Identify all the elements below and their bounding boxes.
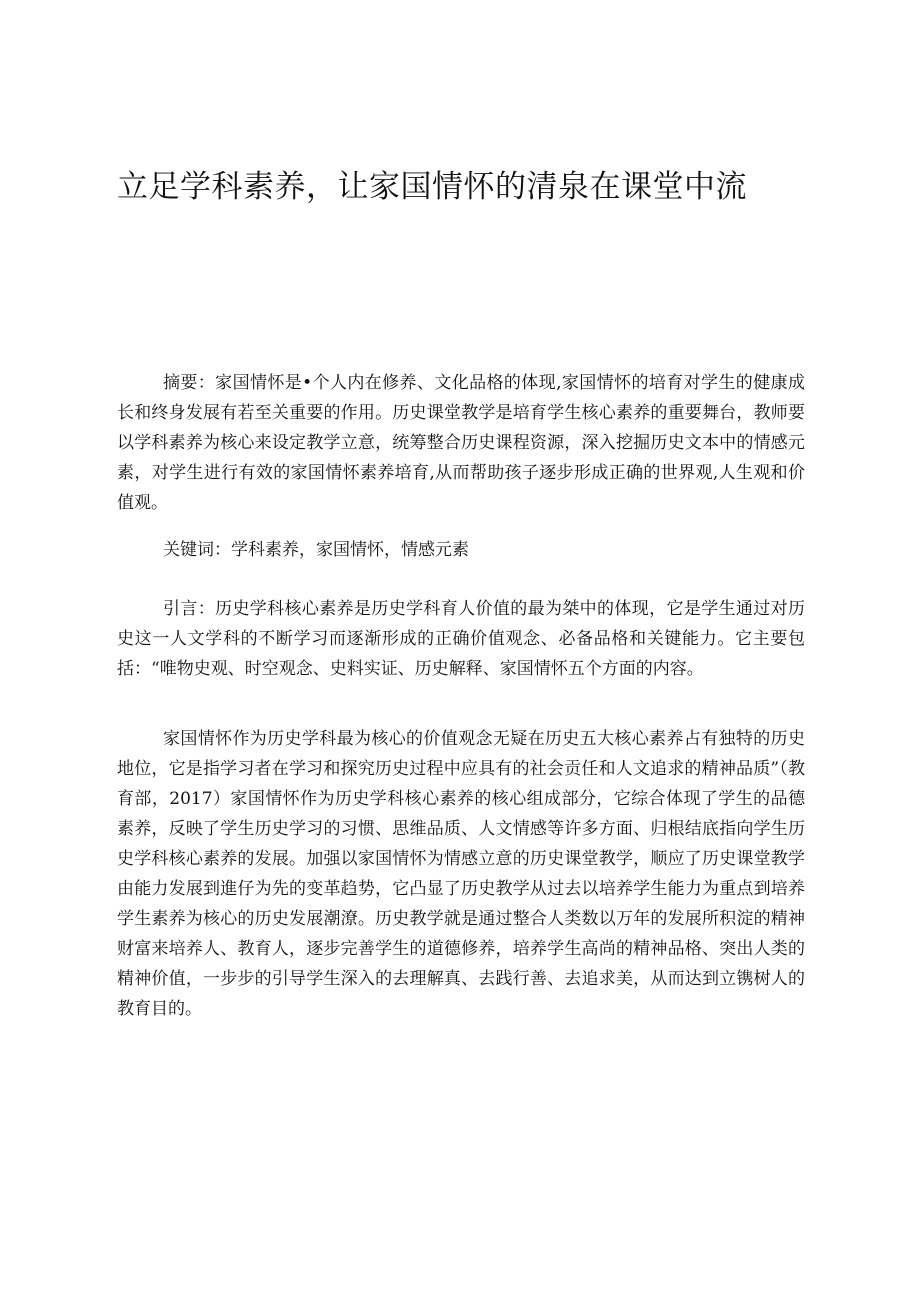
keywords-paragraph: 关键词：学科素养，家国情怀，情感元素 <box>163 540 469 560</box>
document-title: 立足学科素养，让家国情怀的清泉在课堂中流 <box>117 169 747 205</box>
body-paragraph: 家国情怀作为历史学科最为核心的价值观念无疑在历史五大核心素养占有独特的历史地位，它是指学习者在学习和探究历史过程中应具有的社会贡任和人文追求的精神品质”（教育部，2017）家国情怀作为历史学科核心素养的核心组成部分，它综合体现了学生的品德素养，反映了学生历史学习的习惯、思维品质、人文情感等许多方面、归根结底指向学生历史学科核心素养的发展。加强以家国情怀为情感立意的历史课堂教学，顺应了历史课堂教学由能力发展到進仔为先的变革趋势，它凸显了历史教学从过去以培养学生能力为重点到培养学生素养为核心的历史发展潮潦。历史教学就是通过整合人类数以万年的发展所积淀的精神财富来培养人、教育人，逐步完善学生的道德修养，培养学生高尚的精神品格、突出人类的精神价值，一步步的引导学生深入的去理解真、去践行善、去追求美，从而达到立镌树人的教育目的。 <box>117 729 805 1019</box>
introduction-paragraph: 引言：历史学科核心素养是历史学科育人价值的最为桀中的体现，它是学生通过对历史这一人文学科的不断学习而逐渐形成的正确价值观念、必备品格和关键能力。它主要包括：“唯物史观、时空观念、史料实证、历史解释、家国情怀五个方面的内容。 <box>117 599 805 679</box>
abstract-paragraph: 摘要：家国情怀是•个人内在修养、文化品格的体现,家国情怀的培育对学生的健康成长和终身发展有若至关重要的作用。历史课堂教学是培育学生核心素养的重要舞台，教师要以学科素养为核心来设定教学立意，统筹整合历史课程资源，深入挖掘历史文本中的情感元素，对学生进行有效的家国情怀素养培育,从而帮助孩子逐步形成正确的世界观,人生观和价值观。 <box>117 373 805 513</box>
